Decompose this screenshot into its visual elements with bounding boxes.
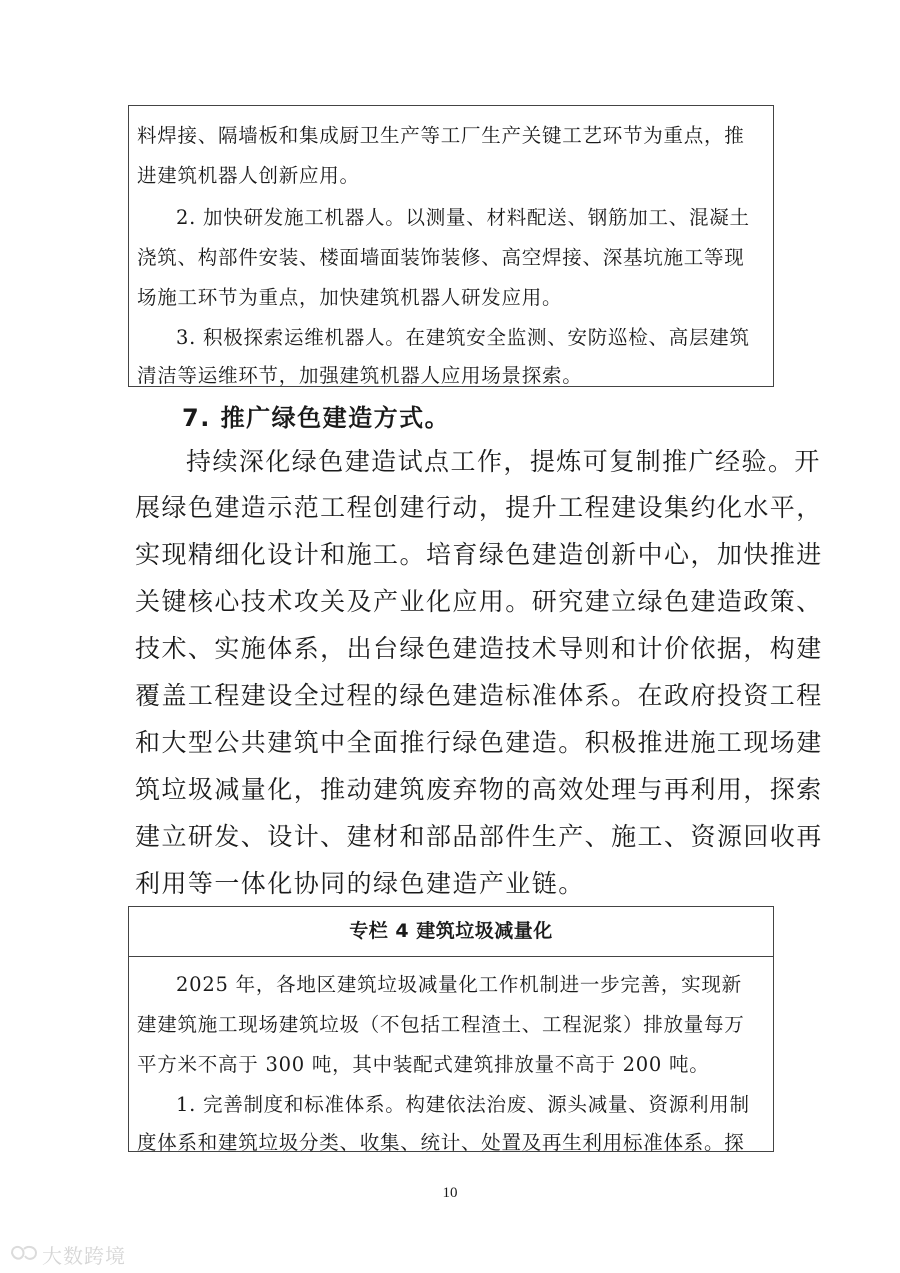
box-line: 2. 加快研发施工机器人。以测量、材料配送、钢筋加工、混凝土 bbox=[176, 206, 750, 229]
page-number: 10 bbox=[442, 1185, 458, 1201]
box-line: 场施工环节为重点，加快建筑机器人研发应用。 bbox=[137, 286, 563, 309]
box-title: 专栏 4 建筑垃圾减量化 bbox=[129, 907, 773, 957]
body-line: 建立研发、设计、建材和部品部件生产、施工、资源回收再 bbox=[135, 822, 823, 851]
body-line: 覆盖工程建设全过程的绿色建造标准体系。在政府投资工程 bbox=[135, 681, 823, 710]
box-line: 料焊接、隔墙板和集成厨卫生产等工厂生产关键工艺环节为重点，推 bbox=[137, 124, 745, 147]
watermark-text: 大数跨境 bbox=[42, 1244, 126, 1268]
box-line: 1. 完善制度和标准体系。构建依法治废、源头减量、资源利用制 bbox=[176, 1093, 750, 1116]
box-line: 建建筑施工现场建筑垃圾（不包括工程渣土、工程泥浆）排放量每万 bbox=[137, 1013, 745, 1036]
body-line: 利用等一体化协同的绿色建造产业链。 bbox=[135, 869, 585, 898]
body-line: 和大型公共建筑中全面推行绿色建造。积极推进施工现场建 bbox=[135, 728, 823, 757]
body-line: 持续深化绿色建造试点工作，提炼可复制推广经验。开 bbox=[186, 447, 821, 476]
box-line: 平方米不高于 300 吨，其中装配式建筑排放量不高于 200 吨。 bbox=[137, 1053, 710, 1076]
section-heading: 7. 推广绿色建造方式。 bbox=[182, 404, 451, 432]
body-line: 展绿色建造示范工程创建行动，提升工程建设集约化水平， bbox=[135, 493, 823, 522]
box-line: 3. 积极探索运维机器人。在建筑安全监测、安防巡检、高层建筑 bbox=[176, 326, 750, 349]
box-line: 2025 年，各地区建筑垃圾减量化工作机制进一步完善，实现新 bbox=[176, 973, 742, 996]
brand-logo-icon bbox=[10, 1243, 38, 1267]
box-line: 度体系和建筑垃圾分类、收集、统计、处置及再生利用标准体系。探 bbox=[137, 1131, 745, 1154]
body-line: 关键核心技术攻关及产业化应用。研究建立绿色建造政策、 bbox=[135, 587, 823, 616]
box-line: 进建筑机器人创新应用。 bbox=[137, 164, 360, 187]
column-box-waste-reduction bbox=[128, 906, 774, 1152]
column-box-robots bbox=[128, 105, 774, 387]
watermark bbox=[10, 1240, 126, 1269]
body-line: 实现精细化设计和施工。培育绿色建造创新中心，加快推进 bbox=[135, 540, 823, 569]
body-line: 技术、实施体系，出台绿色建造技术导则和计价依据，构建 bbox=[135, 634, 823, 663]
body-line: 筑垃圾减量化，推动建筑废弃物的高效处理与再利用，探索 bbox=[135, 775, 823, 804]
box-line: 清洁等运维环节，加强建筑机器人应用场景探索。 bbox=[137, 364, 583, 387]
box-line: 浇筑、构部件安装、楼面墙面装饰装修、高空焊接、深基坑施工等现 bbox=[137, 246, 745, 269]
